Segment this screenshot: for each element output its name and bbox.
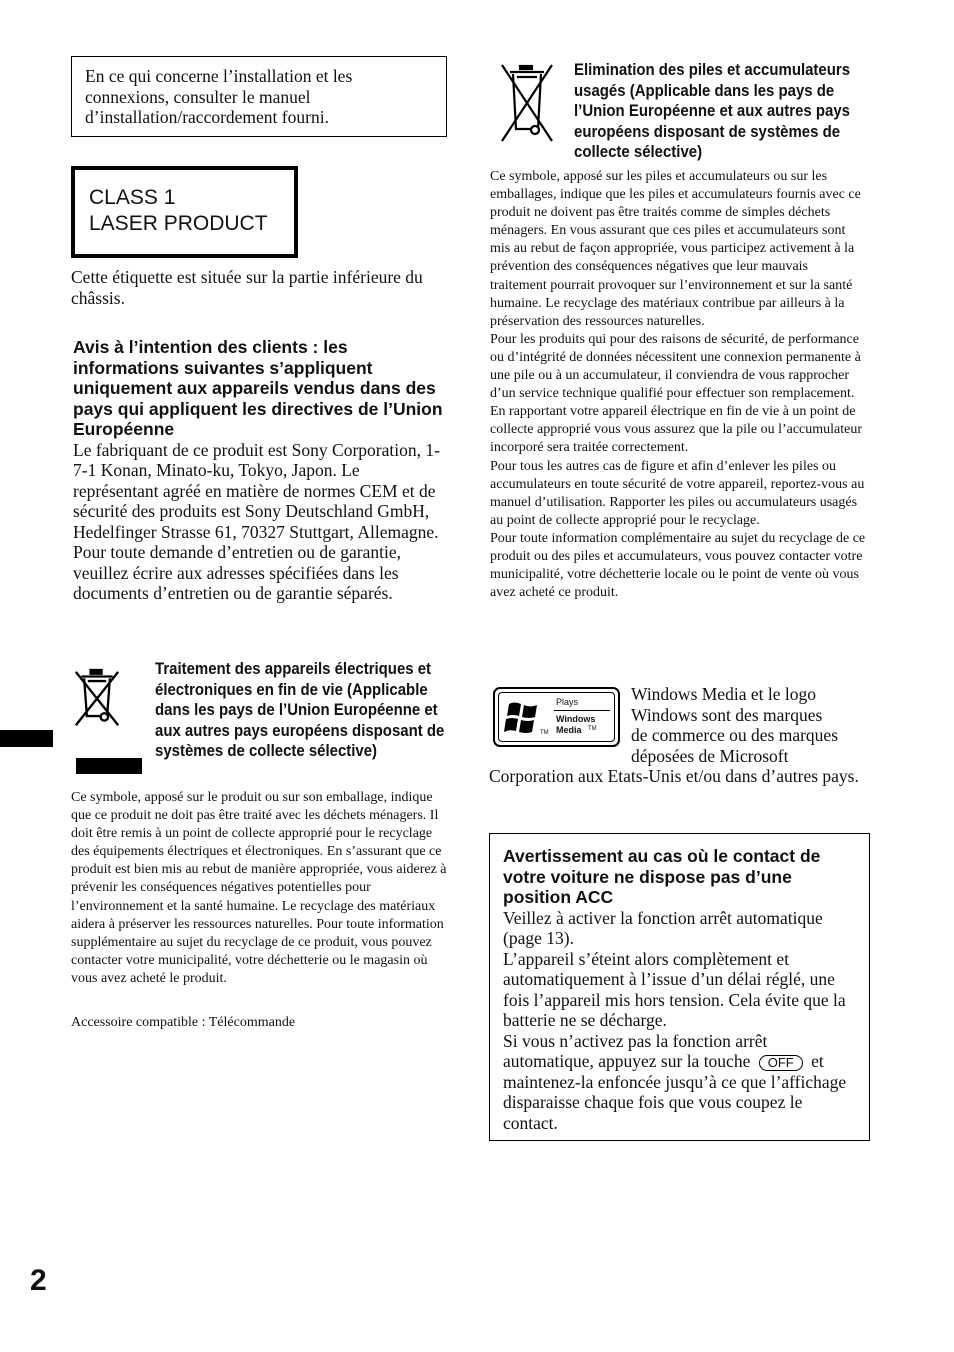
windows-media-logo (493, 687, 620, 747)
installation-notice-text: En ce qui concerne l’installation et les connexions, consulter le manuel d’installation/raccordement fourni. (85, 66, 353, 127)
battery-bin-icon (491, 63, 563, 143)
laser-product-label (71, 166, 298, 258)
battery-heading: Elimination des piles et accumulateurs usagés (Applicable dans les pays de l’Union Européenne et aux autres pays européens disposant de systèmes de collecte sélective) (574, 60, 851, 161)
battery-paragraph-3: Pour tous les autres cas de figure et afin d’enlever les piles ou accumulateurs en toute sécurité de votre appareil, reportez-vous au manuel d’utilisation. Rapporter les piles ou accumulateurs usagés au point de collecte approprié pour le recyclage. (490, 458, 865, 528)
laser-class-line: CLASS 1 (89, 186, 176, 209)
acc-warning-p3-before: Si vous n’activez pas la fonction arrêt automatique, appuyez sur la touche (503, 1030, 768, 1071)
acc-warning-p1: Veillez à activer la fonction arrêt automatique (page 13). (503, 907, 823, 948)
acc-warning-p3 (503, 1031, 861, 1134)
battery-body (490, 168, 866, 602)
weee-heading: Traitement des appareils électriques et électroniques en fin de vie (Applicable dans les pays de l’Union Européenne et aux autres pays européens disposant de systèmes de collecte sélective) (155, 659, 445, 760)
eu-notice-body: Le fabriquant de ce produit est Sony Corporation, 1-7-1 Konan, Minato-ku, Tokyo, Japon. Le représentant agréé en matière de normes CEM et de sécurité des produits est Sony Deutschland GmbH, Hedelfinger Strasse 61, 70327 Stuttgart, Allemagne. Pour toute demande d’entretien ou de garantie, veuillez écrire aux adresses spécifiées dans les documents d’entretien ou de garantie séparés. (73, 439, 440, 603)
wm-line-4: déposées de Microsoft (631, 745, 789, 766)
label-location-text: Cette étiquette est située sur la partie inférieure du châssis. (71, 267, 423, 308)
wm-line-2: Windows sont des marques (631, 704, 823, 725)
battery-paragraph-1: Ce symbole, apposé sur les piles et accumulateurs ou sur les emballages, indique que les piles et accumulateurs fournis avec ce produit ne doivent pas être traités comme de simples déchets ménagers. En vous assurant que ces piles et accumulateurs sont mis au rebut de façon appropriée, vous participez activement à la prévention des conséquences négatives que leur mauvais traitement pourrait provoquer sur l’environnement et sur la santé humaine. Le recyclage des matériaux contribue par ailleurs à la préservation des ressources naturelles. (490, 169, 861, 329)
eu-notice-heading: Avis à l’intention des clients : les informations suivantes s’appliquent uniquement aux appareils vendus dans des pays qui appliquent les directives de l’Union Européenne (73, 337, 443, 439)
windows-media-trademark-lines (631, 684, 871, 766)
windows-flag-icon (503, 698, 543, 738)
acc-warning-p3-after: et maintenez-la enfoncée jusqu’à ce que l’affichage disparaisse chaque fois que vous coupez le contact. (503, 1051, 847, 1133)
wm-line-1: Windows Media et le logo (631, 684, 816, 704)
battery-paragraph-2: Pour les produits qui pour des raisons de sécurité, de performance ou d’intégrité de données nécessitent une connexion permanente à une pile ou à un accumulateur, il conviendra de vous rapprocher d’un service technique qualifié pour effectuer son remplacement. En rapportant votre appareil électrique en fin de vie à un point de collecte approprié vous vous assurez que la pile ou l’accumulateur incorporé sera traitée correctement. (490, 331, 863, 456)
logo-windows-text: Windows (556, 714, 596, 724)
logo-media-text: Media (556, 725, 582, 735)
logo-plays-text: Plays (556, 697, 579, 707)
acc-warning-box (489, 833, 870, 1141)
wm-line-3: de commerce ou des marques (631, 725, 839, 745)
off-key-symbol: OFF (759, 1055, 803, 1071)
weee-black-bar (76, 758, 142, 774)
installation-notice-box (71, 56, 447, 137)
page-number: 2 (30, 1264, 47, 1297)
acc-warning-heading: Avertissement au cas où le contact de votre voiture ne dispose pas d’une position ACC (503, 846, 821, 907)
laser-product-line: LASER PRODUCT (89, 212, 268, 235)
acc-warning-p2: L’appareil s’éteint alors complètement et automatiquement à l’issue d’un délai réglé, une fois l’appareil mis hors tension. Cela évite que la batterie ne se décharge. (503, 948, 846, 1030)
logo-tm-left: TM (540, 730, 549, 736)
compatible-accessory-text: Accessoire compatible : Télécommande (71, 1015, 296, 1030)
section-tab-marker (0, 730, 53, 747)
weee-body: Ce symbole, apposé sur le produit ou sur son emballage, indique que ce produit ne doit pas être traité avec les déchets ménagers. Il doit être remis à un point de collecte approprié pour le recyclage des équipements électriques et électroniques. En s’assurant que ce produit est bien mis au rebut de manière appropriée, vous aiderez à prévenir les conséquences négatives potentielles pour l’environnement et la santé humaine. Le recyclage des matériaux aidera à préserver les ressources naturelles. Pour toute information supplémentaire au sujet du recyclage de ce produit, vous pouvez contacter votre municipalité, votre déchetterie ou le magasin où vous avez acheté le produit. (71, 790, 447, 986)
logo-tm-right: TM (588, 726, 597, 732)
eu-customer-notice (73, 337, 445, 604)
windows-media-trademark-rest: Corporation aux Etats-Unis et/ou dans d’autres pays. (489, 766, 859, 786)
weee-bin-icon (74, 664, 120, 746)
battery-paragraph-4: Pour toute information complémentaire au sujet du recyclage de ce produit ou des piles et accumulateurs, vous pouvez contacter votre municipalité, votre déchetterie locale ou le point de vente où vous avez acheté ce produit. (490, 530, 866, 601)
